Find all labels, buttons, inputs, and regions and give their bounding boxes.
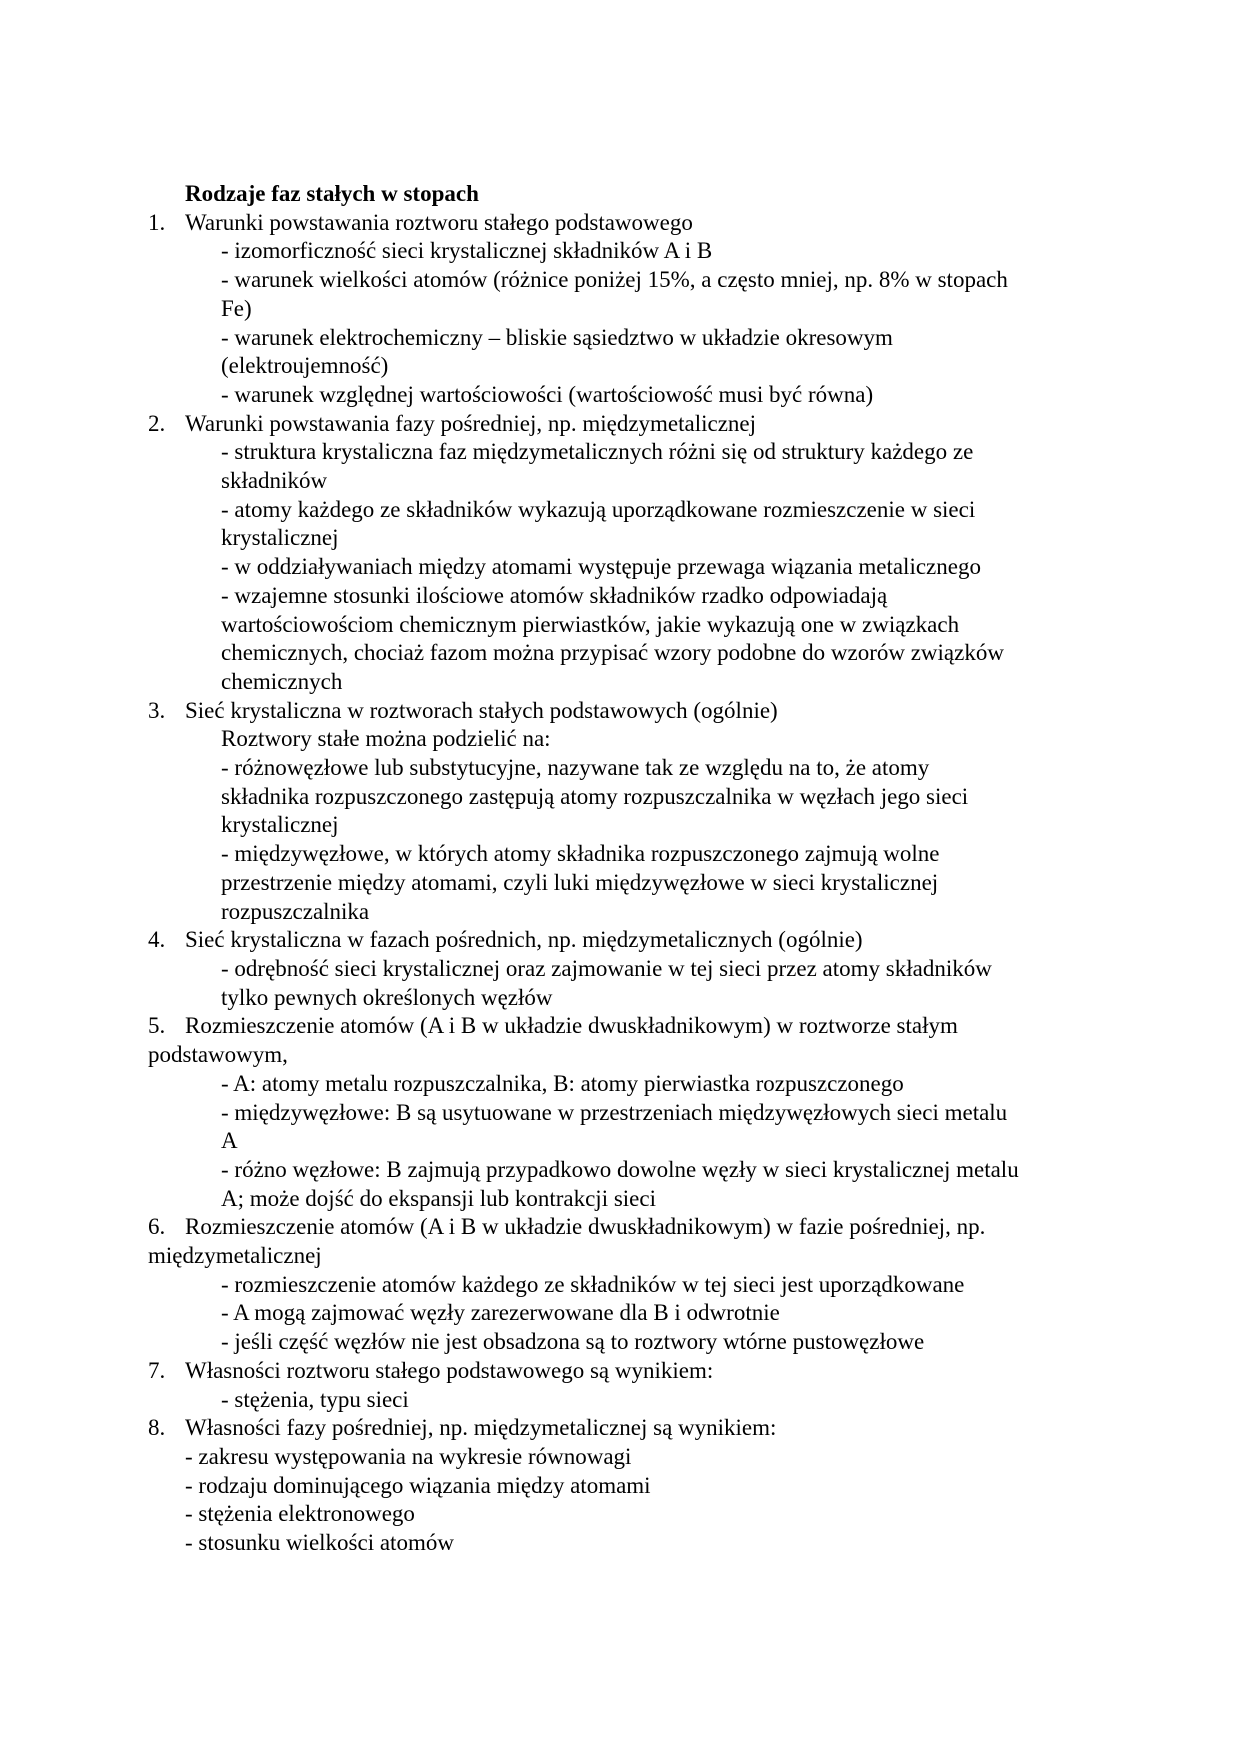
sub-item-line: chemicznych — [221, 668, 343, 694]
list-item-number: 1. — [148, 209, 166, 235]
list-item-number: 8. — [148, 1415, 166, 1441]
sub-item — [148, 1472, 1098, 1501]
heading-line: Sieć krystaliczna w fazach pośrednich, np. międzymetalicznych (ogólnie) — [185, 927, 863, 953]
heading-line: Własności fazy pośredniej, np. międzymetalicznej są wynikiem: — [185, 1415, 777, 1441]
sub-item — [148, 1070, 1098, 1099]
sub-item — [148, 1328, 1098, 1357]
sub-item-line: składnika rozpuszczonego zastępują atomy rozpuszczalnika w węzłach jego sieci — [221, 783, 969, 809]
sub-item — [148, 1529, 1098, 1558]
sub-item — [148, 582, 1098, 697]
sub-item-line: - A: atomy metalu rozpuszczalnika, B: atomy pierwiastka rozpuszczonego — [221, 1070, 904, 1096]
sub-item — [148, 1156, 1098, 1213]
heading-line: podstawowym, — [148, 1042, 288, 1068]
list-item-heading — [148, 209, 1098, 238]
list-item-heading — [148, 926, 1098, 955]
sub-item-line: Fe) — [221, 295, 252, 321]
list-item — [148, 1414, 1098, 1558]
sub-item-line: - warunek względnej wartościowości (wartościowość musi być równa) — [221, 381, 874, 407]
list-item-number: 2. — [148, 410, 166, 436]
list-item-heading — [148, 1357, 1098, 1386]
sub-item — [148, 955, 1098, 1012]
list-item — [148, 410, 1098, 697]
sub-item — [148, 1271, 1098, 1300]
sub-item-line: - wzajemne stosunki ilościowe atomów składników rzadko odpowiadają — [221, 582, 888, 608]
sub-item — [148, 496, 1098, 553]
list-item — [148, 697, 1098, 927]
list-item-heading — [148, 1213, 1098, 1270]
list-item — [148, 926, 1098, 1012]
list-item-number: 5. — [148, 1013, 166, 1039]
sub-item-line: składników — [221, 468, 328, 494]
sub-item-line: - odrębność sieci krystalicznej oraz zajmowanie w tej sieci przez atomy składników — [221, 955, 992, 981]
sub-item-line: - różnowęzłowe lub substytucyjne, nazywane tak ze względu na to, że atomy — [221, 755, 930, 781]
list-item-number: 3. — [148, 697, 166, 723]
sub-item — [148, 725, 1098, 754]
sub-item-line: przestrzenie między atomami, czyli luki międzywęzłowe w sieci krystalicznej — [221, 869, 939, 895]
sub-item-line: - stężenia, typu sieci — [221, 1386, 409, 1412]
list-item-number: 6. — [148, 1214, 166, 1240]
sub-item-line: - struktura krystaliczna faz międzymetalicznych różni się od struktury każdego ze — [221, 439, 974, 465]
sub-item — [148, 324, 1098, 381]
list-item — [148, 1012, 1098, 1213]
sub-item — [148, 840, 1098, 926]
sub-item-line: tylko pewnych określonych węzłów — [221, 984, 553, 1010]
sub-item-line: - międzywęzłowe, w których atomy składnika rozpuszczonego zajmują wolne — [221, 841, 940, 867]
heading-text: Rozmieszczenie atomów (A i B w układzie dwuskładnikowym) w roztworze stałym — [185, 1013, 958, 1039]
sub-item — [148, 1299, 1098, 1328]
sub-item-line: - w oddziaływaniach między atomami występuje przewaga wiązania metalicznego — [221, 554, 981, 580]
sub-item — [148, 1443, 1098, 1472]
list-item-heading — [148, 1012, 1098, 1069]
sub-item — [148, 381, 1098, 410]
heading-line: Warunki powstawania fazy pośredniej, np. międzymetalicznej — [185, 410, 757, 436]
sub-item — [148, 553, 1098, 582]
sub-item-line: wartościowościom chemicznym pierwiastków, jakie wykazują one w związkach — [221, 611, 960, 637]
sub-item-line: rozpuszczalnika — [221, 898, 370, 924]
sub-item-line: - izomorficzność sieci krystalicznej składników A i B — [221, 238, 713, 264]
sub-item-line: Roztwory stałe można podzielić na: — [221, 726, 551, 752]
sub-item-line: A — [221, 1128, 238, 1154]
heading-text: Rozmieszczenie atomów (A i B w układzie dwuskładnikowym) w fazie pośredniej, np. — [185, 1214, 986, 1240]
sub-item-line: - A mogą zajmować węzły zarezerwowane dla B i odwrotnie — [221, 1300, 780, 1326]
list-item-number: 7. — [148, 1357, 166, 1383]
sub-item — [148, 1099, 1098, 1156]
sub-item — [148, 1386, 1098, 1415]
sub-item — [148, 1500, 1098, 1529]
document-body — [148, 180, 1098, 1558]
sub-item — [148, 237, 1098, 266]
list-item-heading — [148, 410, 1098, 439]
list-item — [148, 1213, 1098, 1357]
heading-line: Własności roztworu stałego podstawowego są wynikiem: — [185, 1357, 714, 1383]
sub-item-line: - zakresu występowania na wykresie równowagi — [185, 1443, 632, 1469]
sub-item-line: - jeśli część węzłów nie jest obsadzona są to roztwory wtórne pustowęzłowe — [221, 1329, 925, 1355]
sub-item-line: A; może dojść do ekspansji lub kontrakcji sieci — [221, 1185, 656, 1211]
sub-item-line: krystalicznej — [221, 812, 339, 838]
list-item — [148, 1357, 1098, 1414]
sub-item-line: chemicznych, chociaż fazom można przypisać wzory podobne do wzorów związków — [221, 640, 1004, 666]
heading-line: Sieć krystaliczna w roztworach stałych podstawowych (ogólnie) — [185, 697, 778, 723]
sub-item-line: - atomy każdego ze składników wykazują uporządkowane rozmieszczenie w sieci — [221, 496, 976, 522]
sub-item-line: - warunek elektrochemiczny – bliskie sąsiedztwo w układzie okresowym — [221, 324, 893, 350]
document-title: Rodzaje faz stałych w stopach — [185, 181, 479, 206]
heading-line — [148, 1213, 1098, 1242]
list-item-number: 4. — [148, 927, 166, 953]
list-item-heading — [148, 1414, 1098, 1443]
sub-item-line: - rozmieszczenie atomów każdego ze składników w tej sieci jest uporządkowane — [221, 1271, 965, 1297]
sub-item-line: - rodzaju dominującego wiązania między atomami — [185, 1472, 651, 1498]
sub-item-line: - warunek wielkości atomów (różnice poniżej 15%, a często mniej, np. 8% w stopach — [221, 267, 1008, 293]
sub-item-line: - międzywęzłowe: B są usytuowane w przestrzeniach międzywęzłowych sieci metalu — [221, 1099, 1008, 1125]
sub-item — [148, 754, 1098, 840]
sub-item-line: - różno węzłowe: B zajmują przypadkowo dowolne węzły w sieci krystalicznej metalu — [221, 1156, 1019, 1182]
sub-item-line: krystalicznej — [221, 525, 339, 551]
sub-item — [148, 438, 1098, 495]
heading-line: Warunki powstawania roztworu stałego podstawowego — [185, 209, 693, 235]
heading-line — [148, 1012, 1098, 1041]
list-item — [148, 209, 1098, 410]
sub-item — [148, 266, 1098, 323]
list-item-heading — [148, 697, 1098, 726]
sub-item-line: - stężenia elektronowego — [185, 1501, 415, 1527]
sub-item-line: - stosunku wielkości atomów — [185, 1530, 454, 1556]
sub-item-line: (elektroujemność) — [221, 353, 389, 379]
heading-line: międzymetalicznej — [148, 1243, 322, 1269]
